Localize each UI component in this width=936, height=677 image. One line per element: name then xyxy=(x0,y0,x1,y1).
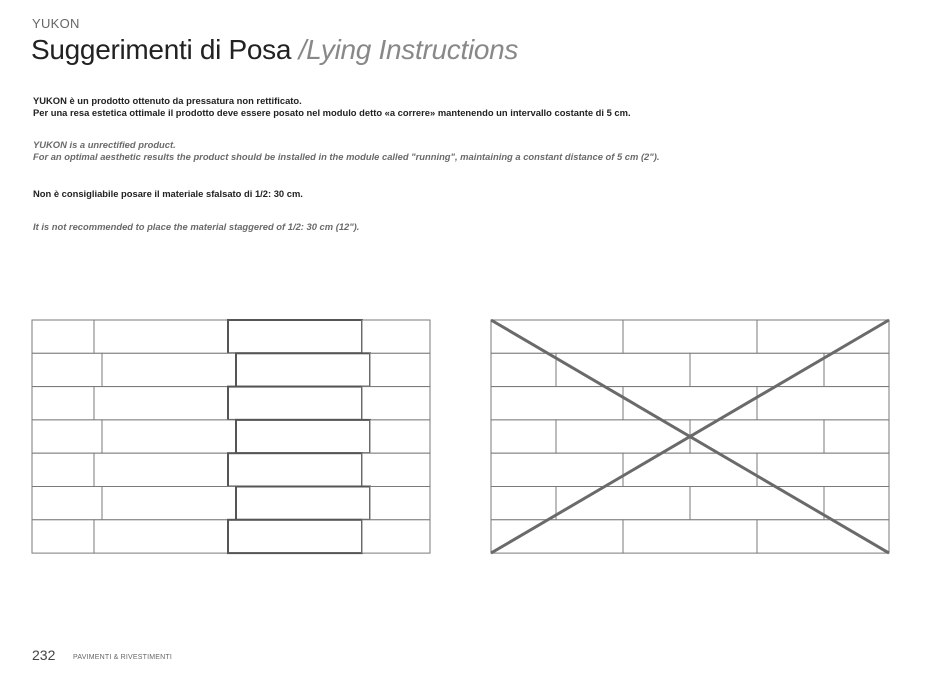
tile xyxy=(32,487,102,520)
tile xyxy=(362,387,430,420)
instructions-english-line-2: For an optimal aesthetic results the product should be installed in the module called "running", maintaining a constant distance of 5 cm (2"). xyxy=(33,150,660,162)
tile xyxy=(491,520,623,553)
page-title xyxy=(31,34,518,66)
warning-italian: Non è consigliabile posare il materiale sfalsato di 1/2: 30 cm. xyxy=(33,188,303,199)
tile xyxy=(94,387,228,420)
title-english: Lying Instructions xyxy=(306,34,519,65)
tile xyxy=(94,453,228,486)
tile xyxy=(757,387,889,420)
tile xyxy=(362,453,430,486)
tile xyxy=(491,320,623,353)
tile xyxy=(362,520,430,553)
tile xyxy=(236,487,370,520)
diagram-correct-running-bond xyxy=(28,316,434,558)
tile xyxy=(623,320,757,353)
tile xyxy=(623,387,757,420)
tile xyxy=(228,387,362,420)
tile xyxy=(102,487,236,520)
tile xyxy=(491,420,556,453)
tile xyxy=(757,453,889,486)
tile xyxy=(236,420,370,453)
title-italian: Suggerimenti di Posa xyxy=(31,34,292,65)
title-separator: / xyxy=(291,34,307,65)
tile xyxy=(94,520,228,553)
instructions-english-line-1: YUKON is a unrectified product. xyxy=(33,139,176,150)
instructions-english xyxy=(33,139,659,162)
tile xyxy=(491,487,556,520)
tile xyxy=(228,320,362,353)
warning-english: It is not recommended to place the material staggered of 1/2: 30 cm (12"). xyxy=(33,221,360,232)
tile xyxy=(32,353,102,386)
tile xyxy=(491,387,623,420)
tile xyxy=(362,320,430,353)
tile xyxy=(228,453,362,486)
tile xyxy=(824,420,889,453)
tile xyxy=(236,353,370,386)
tile xyxy=(757,320,889,353)
tile xyxy=(824,353,889,386)
brand-label: YUKON xyxy=(32,16,80,31)
tile xyxy=(491,453,623,486)
instructions-italian-line-2: Per una resa estetica ottimale il prodotto deve essere posato nel modulo detto «a correre» mantenendo un intervallo costante di 5 cm. xyxy=(33,106,631,118)
tile xyxy=(228,520,362,553)
tile xyxy=(623,520,757,553)
diagram-incorrect-half-bond xyxy=(487,316,893,558)
tile xyxy=(32,320,94,353)
tile xyxy=(32,453,94,486)
tile xyxy=(824,487,889,520)
tile xyxy=(370,420,430,453)
tile xyxy=(623,453,757,486)
tile xyxy=(491,353,556,386)
tile xyxy=(370,487,430,520)
page-number: 232 xyxy=(32,647,56,663)
tile xyxy=(94,320,228,353)
instructions-italian-line-1: YUKON è un prodotto ottenuto da pressatura non rettificato. xyxy=(33,95,302,106)
tile xyxy=(757,520,889,553)
tile xyxy=(32,387,94,420)
tile xyxy=(370,353,430,386)
footer-section: PAVIMENTI & RIVESTIMENTI xyxy=(73,654,173,661)
tile xyxy=(32,420,102,453)
tile xyxy=(32,520,94,553)
tile xyxy=(102,420,236,453)
instructions-italian xyxy=(33,95,631,118)
tile xyxy=(102,353,236,386)
